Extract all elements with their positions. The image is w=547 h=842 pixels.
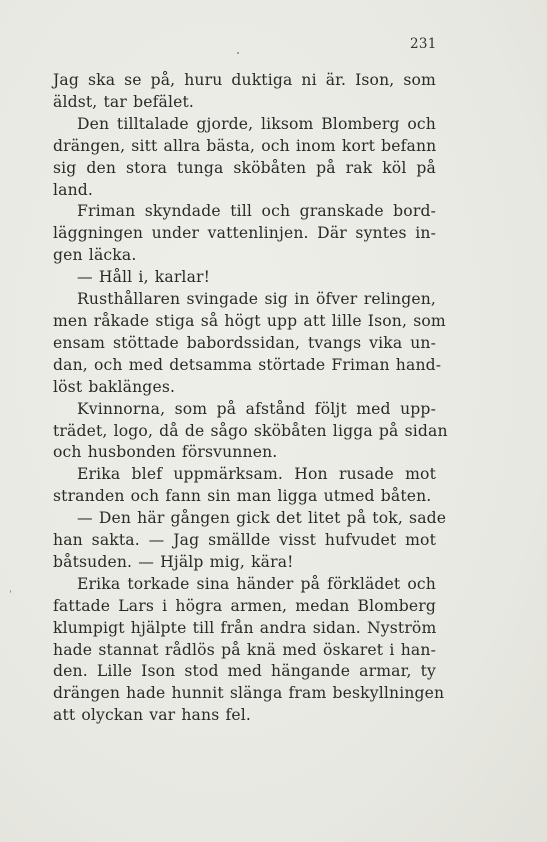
text-line: drängen hade hunnit slänga fram beskyllningen xyxy=(53,684,445,703)
text-line: Jag ska se på, huru duktiga ni är. Ison, som xyxy=(53,71,436,89)
text-line: äldst, tar befälet. xyxy=(53,92,194,111)
text-line: båtsuden. — Hjälp mig, kära! xyxy=(53,552,294,571)
text-line: men råkade stiga så högt upp att lille Ison, som xyxy=(53,311,446,330)
text-line: Rusthållaren svingade sig in öfver relingen, xyxy=(77,290,436,309)
text-line: den. Lille Ison stod med hängande armar, ty xyxy=(53,662,436,681)
text-line: löst baklänges. xyxy=(53,377,176,396)
text-line: fattade Lars i högra armen, medan Blomberg xyxy=(53,596,436,615)
text-line: — Håll i, karlar! xyxy=(77,268,211,287)
text-line: och husbonden försvunnen. xyxy=(53,443,278,462)
text-line: land. xyxy=(53,180,94,199)
text-line: hade stannat rådlös på knä med öskaret i han- xyxy=(53,640,436,659)
text-line: han sakta. — Jag smällde visst hufvudet mot xyxy=(53,531,436,550)
text-line: klumpigt hjälpte till från andra sidan. Nyström xyxy=(53,618,437,637)
text-line: Erika torkade sina händer på förklädet och xyxy=(77,574,436,593)
text-line: dan, och med detsamma störtade Friman hand- xyxy=(53,355,442,374)
page-number: 231 xyxy=(410,36,437,52)
text-line: ensam stöttade babordssidan, tvangs vika un- xyxy=(53,333,436,352)
text-line: att olyckan var hans fel. xyxy=(53,706,252,725)
text-line: stranden och fann sin man ligga utmed båten. xyxy=(53,487,432,506)
text-line: Kvinnorna, som på afstånd följt med upp- xyxy=(77,399,436,418)
text-line: Friman skyndade till och granskade bord- xyxy=(77,202,436,221)
text-line: sig den stora tunga sköbåten på rak köl på xyxy=(53,158,436,177)
body-text xyxy=(53,70,448,727)
text-line: gen läcka. xyxy=(53,246,137,265)
text-line: Den tilltalade gjorde, liksom Blomberg och xyxy=(77,114,436,133)
text-line: trädet, logo, då de sågo sköbåten ligga på sidan xyxy=(53,421,448,440)
text-line: Erika blef uppmärksam. Hon rusade mot xyxy=(77,465,436,484)
paper-speck xyxy=(10,590,11,593)
text-line: — Den här gången gick det litet på tok, sade xyxy=(77,509,447,528)
paper-speck xyxy=(237,52,239,54)
text-line: läggningen under vattenlinjen. Där syntes in- xyxy=(53,224,436,243)
text-line: drängen, sitt allra bästa, och inom kort befann xyxy=(53,136,437,155)
